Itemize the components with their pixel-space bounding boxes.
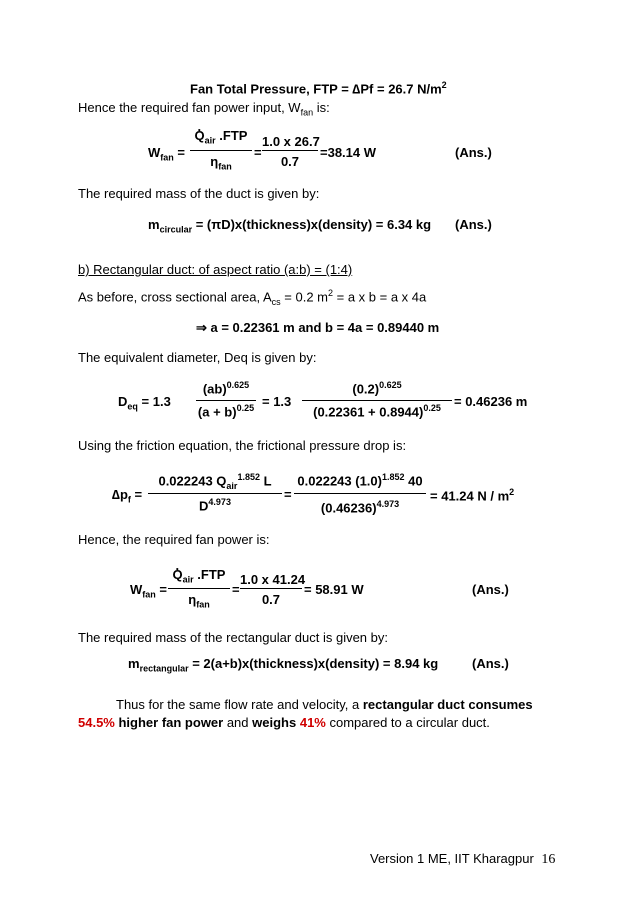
- eq2-ans: (Ans.): [472, 582, 509, 597]
- eq2-den2: 0.7: [261, 592, 281, 607]
- eq1-den2: 0.7: [280, 154, 300, 169]
- highlight-power-percent: 54.5%: [78, 715, 115, 730]
- deq-num2: $(0.2)^{0.625}$: [352, 380, 402, 397]
- pf-bar1: [148, 493, 282, 494]
- intro1-text: Hence the required fan power input, W: [78, 100, 301, 115]
- page-number: 16: [541, 852, 556, 867]
- highlight-weight-percent: 41%: [299, 715, 326, 730]
- eq1-num2: 1.0 x 26.7: [262, 134, 320, 149]
- eq1-num1: . $Q_{air}$ .FTP: [190, 128, 252, 146]
- deq-bar1: [196, 400, 256, 401]
- conclusion-line-2: 54.5% higher fan power and weighs 41% compared to a circular duct.: [78, 715, 490, 730]
- eq2-result: = 58.91 W: [304, 582, 364, 597]
- ftp-heading-text: Fan Total Pressure, FTP = ∆Pf = 26.7 N/m: [190, 81, 442, 97]
- eq2-num1: . $Q_{air}$ .FTP: [168, 567, 230, 585]
- deq-intro: The equivalent diameter, Deq is given by:: [78, 350, 317, 365]
- eq2-num2: 1.0 x 41.24: [240, 572, 306, 587]
- intro1-sub: fan: [300, 107, 314, 118]
- eq2-equals: =: [232, 582, 240, 597]
- eq2-bar2: [240, 588, 302, 589]
- ab-result: ⇒ a = 0.22361 m and b = 4a = 0.89440 m: [196, 320, 440, 335]
- eq1-bar2: [262, 150, 318, 151]
- eq1-equals: =: [254, 145, 262, 160]
- pf-bar2: [294, 493, 426, 494]
- pf-result: = 41.24 N / $m^2$: [430, 487, 515, 504]
- ftp-heading: [190, 80, 447, 96]
- mass-circular-ans: (Ans.): [455, 217, 492, 232]
- conclusion-line-1: Thus for the same flow rate and velocity, a rectangular duct consumes: [116, 697, 533, 712]
- footer: [370, 851, 555, 868]
- mass-rectangular: $m_{rectangular}$ = 2(a+b)x(thickness)x(density) = 8.94 kg: [128, 656, 439, 674]
- area-line: As before, cross sectional area, $A_{cs} = 0.2$ $m^2 = a$ x b = a x 4a: [78, 288, 427, 307]
- deq-eq2: = 1.3: [262, 394, 292, 409]
- deq-bar2: [302, 400, 452, 401]
- fan-power-intro-2: Hence, the required fan power is:: [78, 532, 270, 547]
- section-b-heading: b) Rectangular duct: of aspect ratio (a:b) = (1:4): [78, 262, 353, 277]
- mass-intro: The required mass of the duct is given by:: [78, 186, 320, 201]
- deq-den1: $(a + b)^{0.25}$: [197, 403, 255, 420]
- deq-lhs: $D_{eq} = 1.3$: [118, 394, 171, 412]
- fan-power-intro: [78, 100, 330, 118]
- footer-text: Version 1 ME, IIT Kharagpur: [370, 851, 534, 866]
- pf-den2: $(0.46236)^{4.973}$: [320, 499, 400, 516]
- pf-num1: 0.022243 $Q_{air}^{1.852}$ L: [158, 472, 272, 491]
- eq2-den1: $\eta_{fan}$: [188, 592, 210, 610]
- mass-rect-intro: The required mass of the rectangular duct is given by:: [78, 630, 388, 645]
- eq1-ans: (Ans.): [455, 145, 492, 160]
- eq2-bar1: [168, 588, 230, 589]
- ftp-heading-exp: 2: [441, 80, 447, 90]
- mass-circular: $m_{circular}$ = (πD)x(thickness)x(density) = 6.34 kg: [148, 217, 432, 235]
- eq2-lhs: $W_{fan}$ =: [130, 582, 167, 600]
- deq-num1: (ab)$^{0.625}$: [202, 380, 250, 397]
- intro1-tail: is:: [313, 100, 330, 115]
- pf-lhs: $\Delta p_f$ =: [112, 487, 143, 505]
- friction-intro: Using the friction equation, the frictional pressure drop is:: [78, 438, 407, 453]
- pf-equals: =: [284, 487, 292, 502]
- pf-num2: 0.022243 $(1.0)^{1.852}$ 40: [297, 472, 423, 489]
- eq1-lhs: $W_{fan}$ =: [148, 145, 185, 163]
- deq-result: = 0.46236 m: [454, 394, 528, 409]
- eq1-den1: $\eta_{fan}$: [210, 154, 232, 172]
- mass-rectangular-ans: (Ans.): [472, 656, 509, 671]
- pf-den1: $D^{4.973}$: [199, 497, 231, 514]
- deq-den2: $(0.22361 + 0.8944)^{0.25}$: [313, 403, 441, 420]
- eq1-result: =38.14 W: [320, 145, 377, 160]
- eq1-bar1: [190, 150, 252, 151]
